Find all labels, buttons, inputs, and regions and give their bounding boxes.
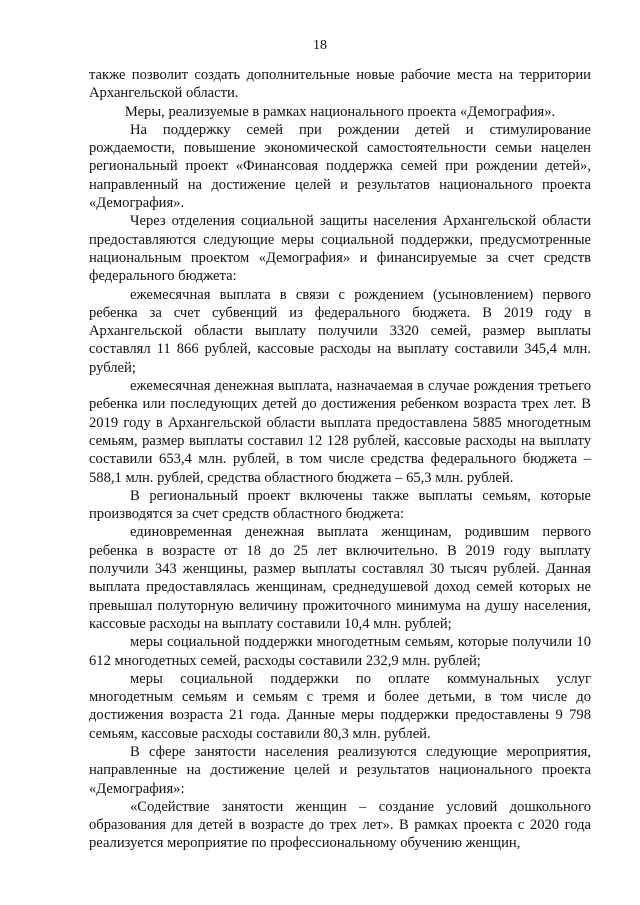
paragraph: Через отделения социальной защиты населения Архангельской области предоставляются следующие меры социальной поддержки, предусмотренные национальным проектом «Демография» и финансируемые за счет средств федерального бюджета: [89, 213, 591, 285]
paragraph: «Содействие занятости женщин – создание условий дошкольного образования для детей в возрасте до трех лет». В рамках проекта с 2020 года реализуется мероприятие по профессиональному обучению женщин, [89, 798, 591, 852]
paragraph: На поддержку семей при рождении детей и стимулирование рождаемости, повышение экономической самостоятельности семьи нацелен региональный проект «Финансовая поддержка семей при рождении детей», направленный на достижение целей и результатов национального проекта «Демография». [89, 121, 591, 212]
list-item: меры социальной поддержки многодетным семьям, которые получили 10 612 многодетных семей, расходы составили 232,9 млн. рублей; [89, 634, 591, 669]
list-item: ежемесячная выплата в связи с рождением (усыновлением) первого ребенка за счет субвенций из федерального бюджета. В 2019 году в Архангельской области выплату получили 3320 семей, размер выплаты составлял 11 866 рублей, кассовые расходы на выплату составили 345,4 млн. рублей; [89, 286, 591, 376]
page-number: 18 [313, 38, 327, 53]
paragraph-continuation: также позволит создать дополнительные новые рабочие места на территории Архангельской области. [89, 67, 591, 102]
list-item: единовременная денежная выплата женщинам, родившим первого ребенка в возрасте от 18 до 25 лет включительно. В 2019 году выплату получили 343 женщины, размер выплаты составлял 30 тысяч рублей. Данная выплата предоставлялась женщинам, среднедушевой доход семей которых не превышал полуторную величину прожиточного минимума на душу населения, кассовые расходы на выплату составили 10,4 млн. рублей; [89, 524, 591, 632]
list-item: ежемесячная денежная выплата, назначаемая в случае рождения третьего ребенка или последующих детей до достижения ребенком возраста трех лет. В 2019 году в Архангельской области выплата предоставлена 5885 многодетным семьям, размер выплаты составил 12 128 рублей, кассовые расходы на выплату составили 653,4 млн. рублей, в том числе средства федерального бюджета – 588,1 млн. рублей, средства областного бюджета – 65,3 млн. рублей. [89, 378, 591, 486]
paragraph: В сфере занятости населения реализуются следующие мероприятия, направленные на достижение целей и результатов национального проекта «Демография»: [89, 743, 591, 797]
list-item: меры социальной поддержки по оплате коммунальных услуг многодетным семьям и семьям с тремя и более детьми, в том числе до достижения возраста 21 года. Данные меры поддержки предоставлены 9 798 семьям, кассовые расходы составили 80,3 млн. рублей. [89, 670, 591, 742]
paragraph: В региональный проект включены также выплаты семьям, которые производятся за счет средств областного бюджета: [89, 487, 591, 523]
document-body [89, 66, 591, 853]
section-heading: Меры, реализуемые в рамках национального проекта «Демография». [124, 103, 556, 120]
